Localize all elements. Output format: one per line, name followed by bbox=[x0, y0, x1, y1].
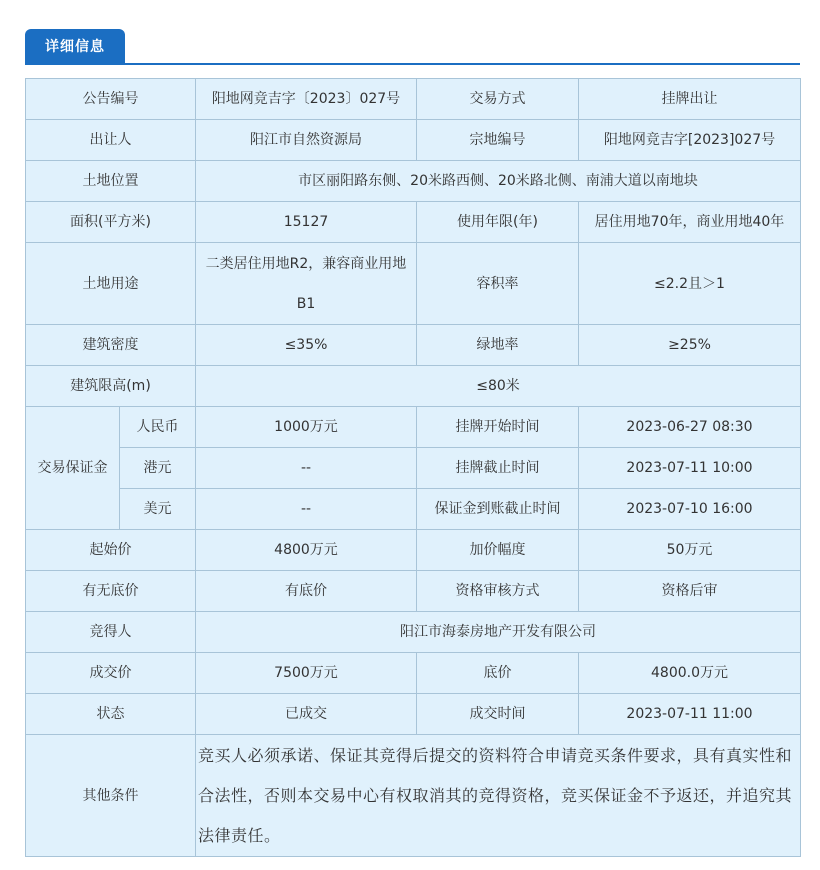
land-location-label: 土地位置 bbox=[26, 161, 196, 202]
table-row bbox=[26, 571, 801, 612]
deposit-rmb-value: 1000万元 bbox=[196, 407, 417, 448]
table-row bbox=[26, 489, 801, 530]
table-row bbox=[26, 612, 801, 653]
use-term-label: 使用年限(年) bbox=[417, 202, 579, 243]
status-label: 状态 bbox=[26, 694, 196, 735]
area-value: 15127 bbox=[196, 202, 417, 243]
details-table bbox=[25, 78, 801, 857]
deal-price-label: 成交价 bbox=[26, 653, 196, 694]
green-ratio-value: ≥25% bbox=[579, 325, 801, 366]
table-row bbox=[26, 243, 801, 325]
parcel-no-value: 阳地网竞吉字[2023]027号 bbox=[579, 120, 801, 161]
table-row bbox=[26, 448, 801, 489]
transferor-value: 阳江市自然资源局 bbox=[196, 120, 417, 161]
table-row bbox=[26, 694, 801, 735]
winner-label: 竞得人 bbox=[26, 612, 196, 653]
green-ratio-label: 绿地率 bbox=[417, 325, 579, 366]
land-use-label: 土地用途 bbox=[26, 243, 196, 325]
plot-ratio-value: ≤2.2且＞1 bbox=[579, 243, 801, 325]
announcement-no-value: 阳地网竞吉字〔2023〕027号 bbox=[196, 79, 417, 120]
reserve-label: 有无底价 bbox=[26, 571, 196, 612]
start-price-label: 起始价 bbox=[26, 530, 196, 571]
tab-details[interactable]: 详细信息 bbox=[25, 29, 125, 63]
table-row bbox=[26, 161, 801, 202]
land-location-value: 市区丽阳路东侧、20米路西侧、20米路北侧、南浦大道以南地块 bbox=[196, 161, 801, 202]
deposit-hkd-label: 港元 bbox=[120, 448, 196, 489]
plot-ratio-label: 容积率 bbox=[417, 243, 579, 325]
deposit-label: 交易保证金 bbox=[26, 407, 120, 530]
deposit-usd-value: -- bbox=[196, 489, 417, 530]
deposit-deadline-value: 2023-07-10 16:00 bbox=[579, 489, 801, 530]
announcement-no-label: 公告编号 bbox=[26, 79, 196, 120]
deal-time-label: 成交时间 bbox=[417, 694, 579, 735]
floor-price-value: 4800.0万元 bbox=[579, 653, 801, 694]
winner-value: 阳江市海泰房地产开发有限公司 bbox=[196, 612, 801, 653]
parcel-no-label: 宗地编号 bbox=[417, 120, 579, 161]
floor-price-label: 底价 bbox=[417, 653, 579, 694]
height-limit-value: ≤80米 bbox=[196, 366, 801, 407]
deal-time-value: 2023-07-11 11:00 bbox=[579, 694, 801, 735]
deposit-deadline-label: 保证金到账截止时间 bbox=[417, 489, 579, 530]
table-row bbox=[26, 366, 801, 407]
table-row bbox=[26, 325, 801, 366]
other-conditions-value: 竞买人必须承诺、保证其竞得后提交的资料符合申请竞买条件要求，具有真实性和合法性，否则本交易中心有权取消其的竞得资格，竞买保证金不予返还，并追究其法律责任。 bbox=[196, 735, 801, 857]
building-density-value: ≤35% bbox=[196, 325, 417, 366]
trade-method-value: 挂牌出让 bbox=[579, 79, 801, 120]
bid-increment-label: 加价幅度 bbox=[417, 530, 579, 571]
height-limit-label: 建筑限高(m) bbox=[26, 366, 196, 407]
building-density-label: 建筑密度 bbox=[26, 325, 196, 366]
table-row bbox=[26, 735, 801, 857]
table-row bbox=[26, 120, 801, 161]
table-row bbox=[26, 653, 801, 694]
bid-increment-value: 50万元 bbox=[579, 530, 801, 571]
deposit-usd-label: 美元 bbox=[120, 489, 196, 530]
area-label: 面积(平方米) bbox=[26, 202, 196, 243]
other-conditions-label: 其他条件 bbox=[26, 735, 196, 857]
listing-end-label: 挂牌截止时间 bbox=[417, 448, 579, 489]
land-use-value: 二类居住用地R2，兼容商业用地B1 bbox=[196, 243, 417, 325]
deposit-hkd-value: -- bbox=[196, 448, 417, 489]
listing-end-value: 2023-07-11 10:00 bbox=[579, 448, 801, 489]
table-row bbox=[26, 202, 801, 243]
start-price-value: 4800万元 bbox=[196, 530, 417, 571]
trade-method-label: 交易方式 bbox=[417, 79, 579, 120]
table-row bbox=[26, 407, 801, 448]
tab-bar bbox=[25, 29, 800, 65]
deal-price-value: 7500万元 bbox=[196, 653, 417, 694]
listing-start-label: 挂牌开始时间 bbox=[417, 407, 579, 448]
table-row bbox=[26, 79, 801, 120]
status-value: 已成交 bbox=[196, 694, 417, 735]
qualification-method-value: 资格后审 bbox=[579, 571, 801, 612]
table-row bbox=[26, 530, 801, 571]
qualification-method-label: 资格审核方式 bbox=[417, 571, 579, 612]
transferor-label: 出让人 bbox=[26, 120, 196, 161]
deposit-rmb-label: 人民币 bbox=[120, 407, 196, 448]
listing-start-value: 2023-06-27 08:30 bbox=[579, 407, 801, 448]
use-term-value: 居住用地70年，商业用地40年 bbox=[579, 202, 801, 243]
reserve-value: 有底价 bbox=[196, 571, 417, 612]
